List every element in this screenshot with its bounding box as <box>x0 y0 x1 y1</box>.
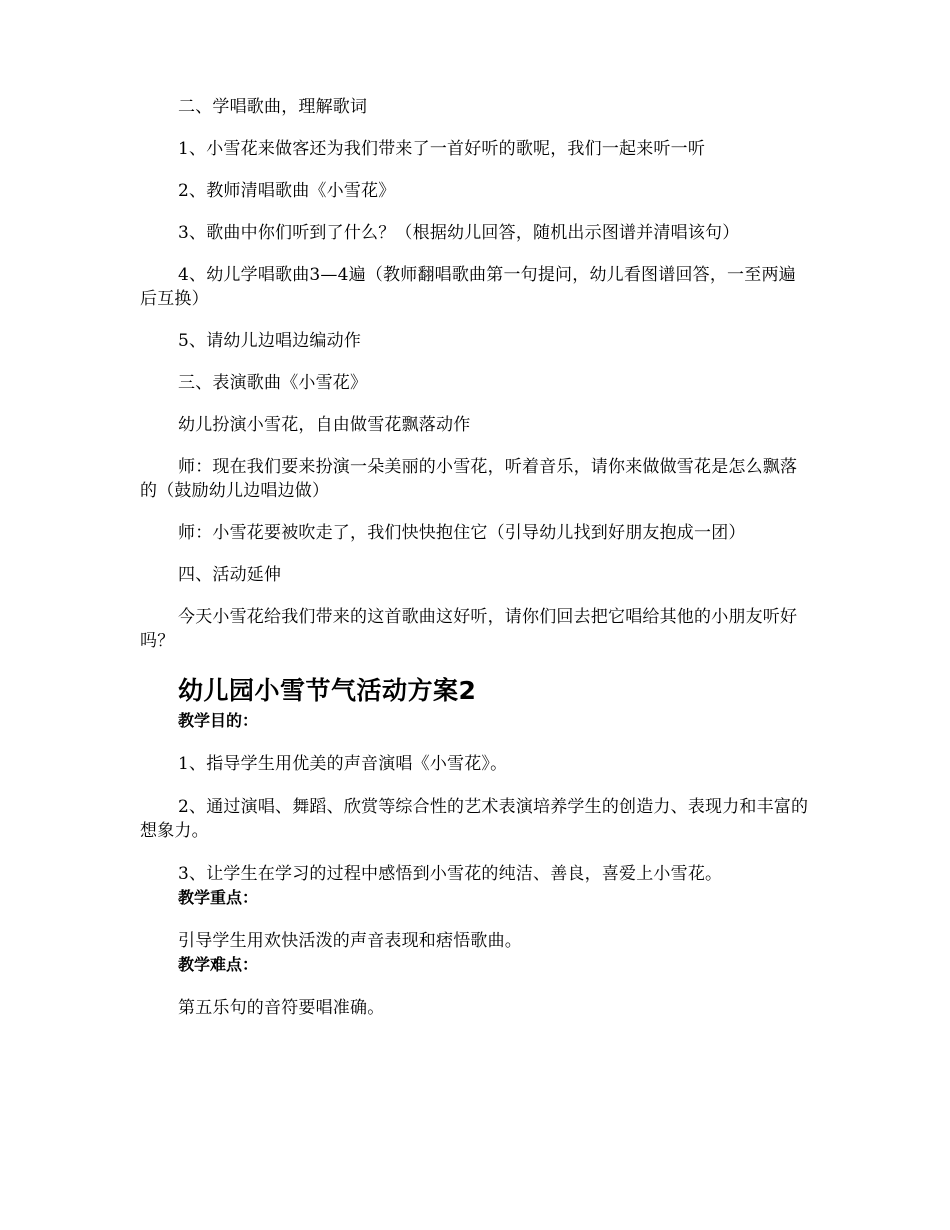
objectives-heading: 教学目的： <box>178 711 259 730</box>
step-4-paragraph: 4、幼儿学唱歌曲3—4遍（教师翻唱歌曲第一句提问，幼儿看图谱回答，一至两遍后互换） <box>140 265 796 309</box>
section-heading-learn-song: 二、学唱歌曲，理解歌词 <box>178 97 368 117</box>
key-points-paragraph: 引导学生用欢快活泼的声音表现和痞悟歌曲。 <box>178 931 522 951</box>
teacher-line-1-paragraph: 师：现在我们要来扮演一朵美丽的小雪花，听着音乐，请你来做做雪花是怎么飘落的（鼓励幼儿边唱边做） <box>140 457 798 501</box>
step-1-paragraph: 1、小雪花来做客还为我们带来了一首好听的歌呢，我们一起来听一听 <box>178 139 706 159</box>
section-heading-perform-song: 三、表演歌曲《小雪花》 <box>178 373 368 393</box>
document-body <box>140 95 812 1020</box>
teacher-line-2-paragraph: 师：小雪花要被吹走了，我们快快抱住它（引导幼儿找到好朋友抱成一团） <box>178 523 746 543</box>
extension-paragraph: 今天小雪花给我们带来的这首歌曲这好听，请你们回去把它唱给其他的小朋友听好吗？ <box>140 607 798 651</box>
section-heading-extension: 四、活动延伸 <box>178 565 282 585</box>
step-5-paragraph: 5、请幼儿边唱边编动作 <box>178 331 362 351</box>
objective-1-paragraph: 1、指导学生用优美的声音演唱《小雪花》。 <box>178 754 508 774</box>
objective-2-paragraph: 2、通过演唱、舞蹈、欣赏等综合性的艺术表演培养学生的创造力、表现力和丰富的想象力。 <box>140 797 809 841</box>
objective-3-paragraph: 3、让学生在学习的过程中感悟到小雪花的纯洁、善良，喜爱上小雪花。 <box>178 864 723 884</box>
key-points-heading: 教学重点： <box>178 888 259 907</box>
difficulty-paragraph: 第五乐句的音符要唱准确。 <box>178 998 385 1018</box>
plan-2-title: 幼儿园小雪节气活动方案2 <box>178 676 477 705</box>
step-2-paragraph: 2、教师清唱歌曲《小雪花》 <box>178 181 396 201</box>
difficulty-heading: 教学难点： <box>178 955 259 974</box>
perform-instruction-paragraph: 幼儿扮演小雪花，自由做雪花飘落动作 <box>178 415 471 435</box>
step-3-paragraph: 3、歌曲中你们听到了什么？（根据幼儿回答，随机出示图谱并清唱该句） <box>178 223 740 243</box>
